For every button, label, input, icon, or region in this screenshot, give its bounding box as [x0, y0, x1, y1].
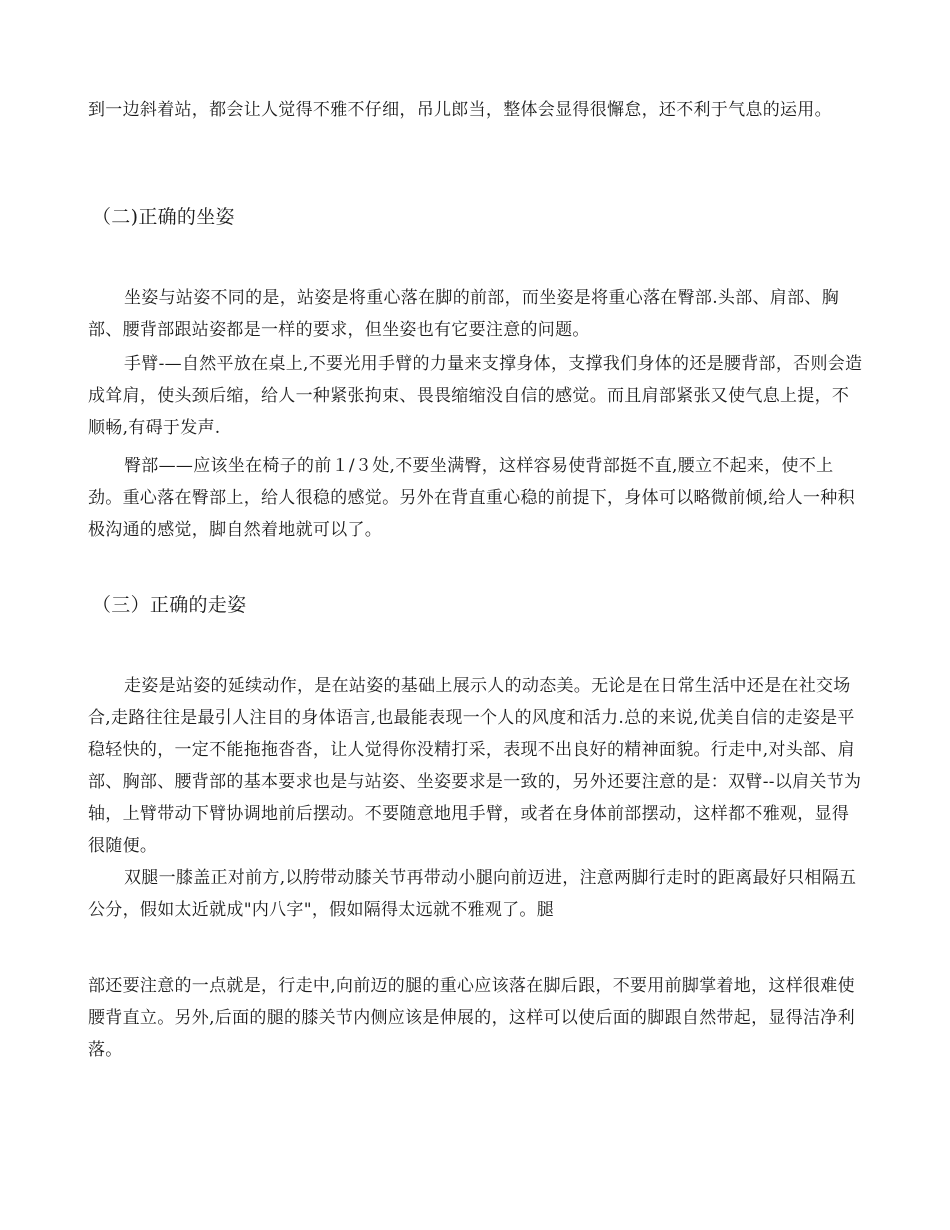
walking-paragraph-legs: 双腿一膝盖正对前方,以胯带动膝关节再带动小腿向前迈进，注意两脚行走时的距离最好只相隔五公分，假如太近就成"内八字"，假如隔得太远就不雅观了。腿	[88, 868, 857, 920]
sitting-paragraph-hips: 臀部——应该坐在椅子的前１/３处,不要坐满臀，这样容易使背部挺不直,腰立不起来，使不上劲。重心落在臀部上，给人很稳的感觉。另外在背直重心稳的前提下，身体可以略微前倾,给人一种积极沟通的感觉，脚自然着地就可以了。	[88, 456, 855, 540]
sitting-paragraph-arms: 手臂-—自然平放在桌上,不要光用手臂的力量来支撑身体，支撑我们身体的还是腰背部，否则会造成耸肩，使头颈后缩，给人一种紧张拘束、畏畏缩缩没自信的感觉。而且肩部紧张又使气息上提，不顺畅,有碍于发声.	[88, 354, 863, 438]
intro-paragraph: 到一边斜着站，都会让人觉得不雅不仔细，吊儿郎当，整体会显得很懈怠，还不利于气息的运用。	[88, 100, 832, 120]
sitting-paragraph-1: 坐姿与站姿不同的是，站姿是将重心落在脚的前部，而坐姿是将重心落在臀部.头部、肩部、胸部、腰背部跟站姿都是一样的要求，但坐姿也有它要注意的问题。	[88, 288, 840, 340]
section-heading-walking-posture: （三）正确的走姿	[92, 594, 247, 616]
walking-paragraph-1: 走姿是站姿的延续动作，是在站姿的基础上展示人的动态美。无论是在日常生活中还是在社交场合,走路往往是最引人注目的身体语言,也最能表现一个人的风度和活力.总的来说,优美自信的走姿是平稳轻快的，一定不能拖拖沓沓，让人觉得你没精打采，表现不出良好的精神面貌。行走中,对头部、肩部、胸部、腰背部的基本要求也是与站姿、坐姿要求是一致的，另外还要注意的是：双臂--以肩关节为轴，上臂带动下臂协调地前后摆动。不要随意地甩手臂，或者在身体前部摆动，这样都不雅观，显得很随便。	[88, 676, 862, 856]
section-heading-sitting-posture: （二)正确的坐姿	[92, 206, 235, 228]
walking-paragraph-continued: 部还要注意的一点就是，行走中,向前迈的腿的重心应该落在脚后跟，不要用前脚掌着地，这样很难使腰背直立。另外,后面的腿的膝关节内侧应该是伸展的，这样可以使后面的脚跟自然带起，显得洁净利落。	[88, 976, 855, 1060]
